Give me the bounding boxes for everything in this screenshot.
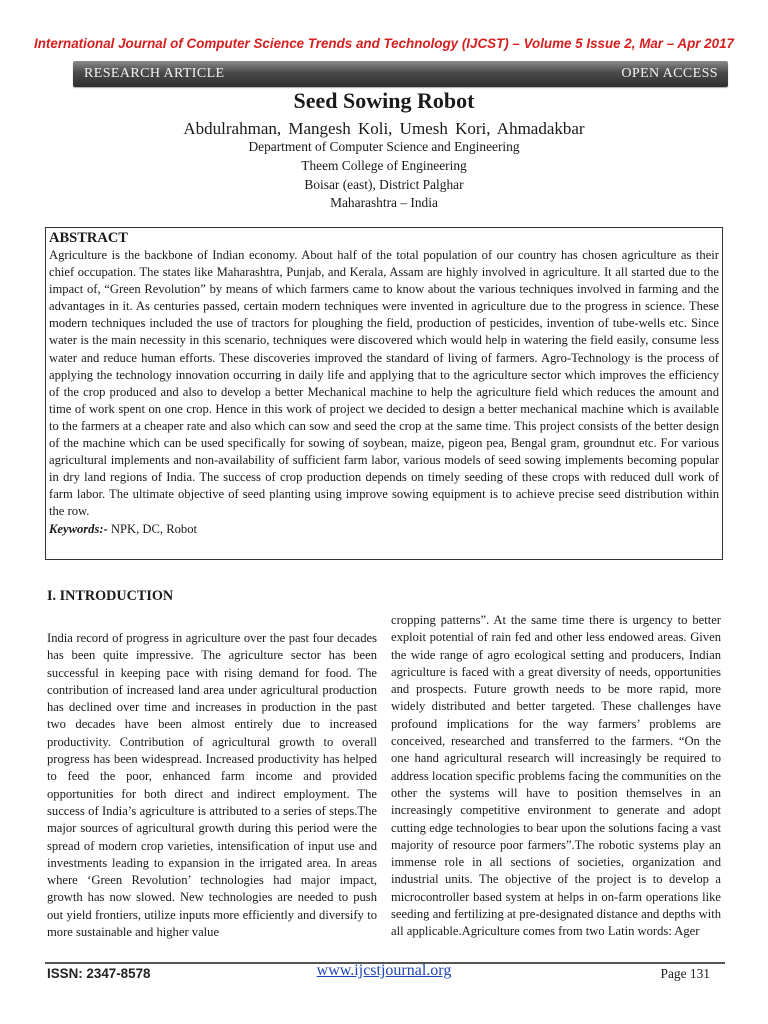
- open-access-label: OPEN ACCESS: [621, 66, 718, 81]
- footer-page-number: Page 131: [660, 966, 710, 981]
- affiliation-college: Theem College of Engineering: [301, 158, 467, 173]
- keywords-line: [49, 521, 719, 538]
- keywords-values: NPK, DC, Robot: [107, 521, 197, 536]
- keywords-label: Keywords:-: [49, 521, 108, 536]
- affiliation-city: Boisar (east), District Palghar: [304, 177, 464, 192]
- paper-title: Seed Sowing Robot: [293, 88, 475, 113]
- article-type-banner: [73, 61, 728, 87]
- intro-left-column: India record of progress in agriculture over the past four decades has been quite impressive. The agriculture sector has been successful in keeping pace with rising demand for food. The contribution of increased land area under agricultural production has declined over time and increases in production in the past two decades have been almost entirely due to increased productivity. Contribution of agricultural growth to overall progress has been widespread. Increased productivity has helped to feed the poor, enhanced farm income and provided opportunities for both direct and indirect employment. The success of India’s agriculture is attributed to a series of steps.The major sources of agricultural growth during this period were the spread of modern crop varieties, intensification of input use and investments leading to expansion in the irrigated area. In areas where ‘Green Revolution’ technologies had major impact, growth has now slowed. New technologies are needed to push out yield frontiers, utilize inputs more efficiently and diversify to more sustainable and higher value: [47, 631, 377, 940]
- abstract-box: [45, 227, 723, 560]
- footer-issn: ISSN: 2347-8578: [47, 966, 151, 981]
- abstract-text: Agriculture is the backbone of Indian economy. About half of the total population of our country has chosen agriculture as their chief occupation. The states like Maharashtra, Punjab, and Kerala, Assam are highly involved in agriculture. It all started due to the impact of, “Green Revolution” by means of which farmers came to know about the various techniques involved in farming and the advantages in it. As centuries passed, certain modern techniques were invented in agriculture due to the progress in science. These modern techniques included the use of tractors for ploughing the field, production of pesticides, invention of tube-wells etc. Since water is the main necessity in this scenario, techniques were discovered which would help in watering the field easily, consume less water and reduce human efforts. These discoveries improved the standard of living of farmers. Agro-Technology is the process of applying the technology innovation occurring in daily life and applying that to the agriculture sector which improves the efficiency of the crop produced and also to develop a better Mechanical machine to help the agriculture field which reduces the amount and time of work spent on one crop. Hence in this work of project we decided to design a better mechanical machine which is available to the farmers at a cheaper rate and also which can sow and seed the crop at the same time. This project consists of the better design of the machine which can be used specifically for sowing of soybean, maize, pigeon pea, Bengal gram, groundnut etc. For various agricultural implements and non-availability of sufficient farm labor, various models of seed sowing implements becoming popular in dry land regions of India. The success of crop production depends on timely seeding of these crops with reduced dull work of farm labor. The ultimate objective of seed planting using improve sowing equipment is to achieve precise seed distribution within the row.: [49, 248, 719, 519]
- affiliation-state: Maharashtra – India: [330, 195, 438, 210]
- author-list: Abdulrahman, Mangesh Koli, Umesh Kori, Ahmadakbar: [183, 119, 585, 138]
- affiliation-department: Department of Computer Science and Engineering: [248, 139, 520, 154]
- abstract-heading: ABSTRACT: [49, 230, 128, 246]
- research-article-label: RESEARCH ARTICLE: [84, 66, 225, 81]
- intro-right-column: cropping patterns”. At the same time there is urgency to better exploit potential of rain fed and other less endowed areas. Given the wide range of agro ecological setting and producers, Indian agriculture is faced with a great diversity of needs, opportunities and prospects. Future growth needs to be more rapid, more widely distributed and better targeted. These challenges have profound implications for the way farmers’ problems are conceived, researched and transferred to the farmers. “On the one hand agricultural research will increasingly be required to address location specific problems facing the communities on the other the systems will have to position themselves in an increasingly competitive environment to generate and adopt cutting edge technologies to bear upon the solutions facing a vast majority of resource poor farmers”.The robotic systems play an immense role in all sections of societies, organization and industrial units. The objective of the project is to develop a microcontroller based system at helps in on-farm operations like seeding and fertilizing at pre-designated distance and depths with all applicable.Agriculture comes from two Latin words: Ager: [391, 613, 721, 939]
- journal-header: International Journal of Computer Science Trends and Technology (IJCST) – Volume 5 Issue 2, Mar – Apr 2017: [34, 36, 734, 51]
- footer-journal-link[interactable]: www.ijcstjournal.org: [316, 962, 452, 979]
- section-heading-introduction: I. INTRODUCTION: [47, 588, 174, 604]
